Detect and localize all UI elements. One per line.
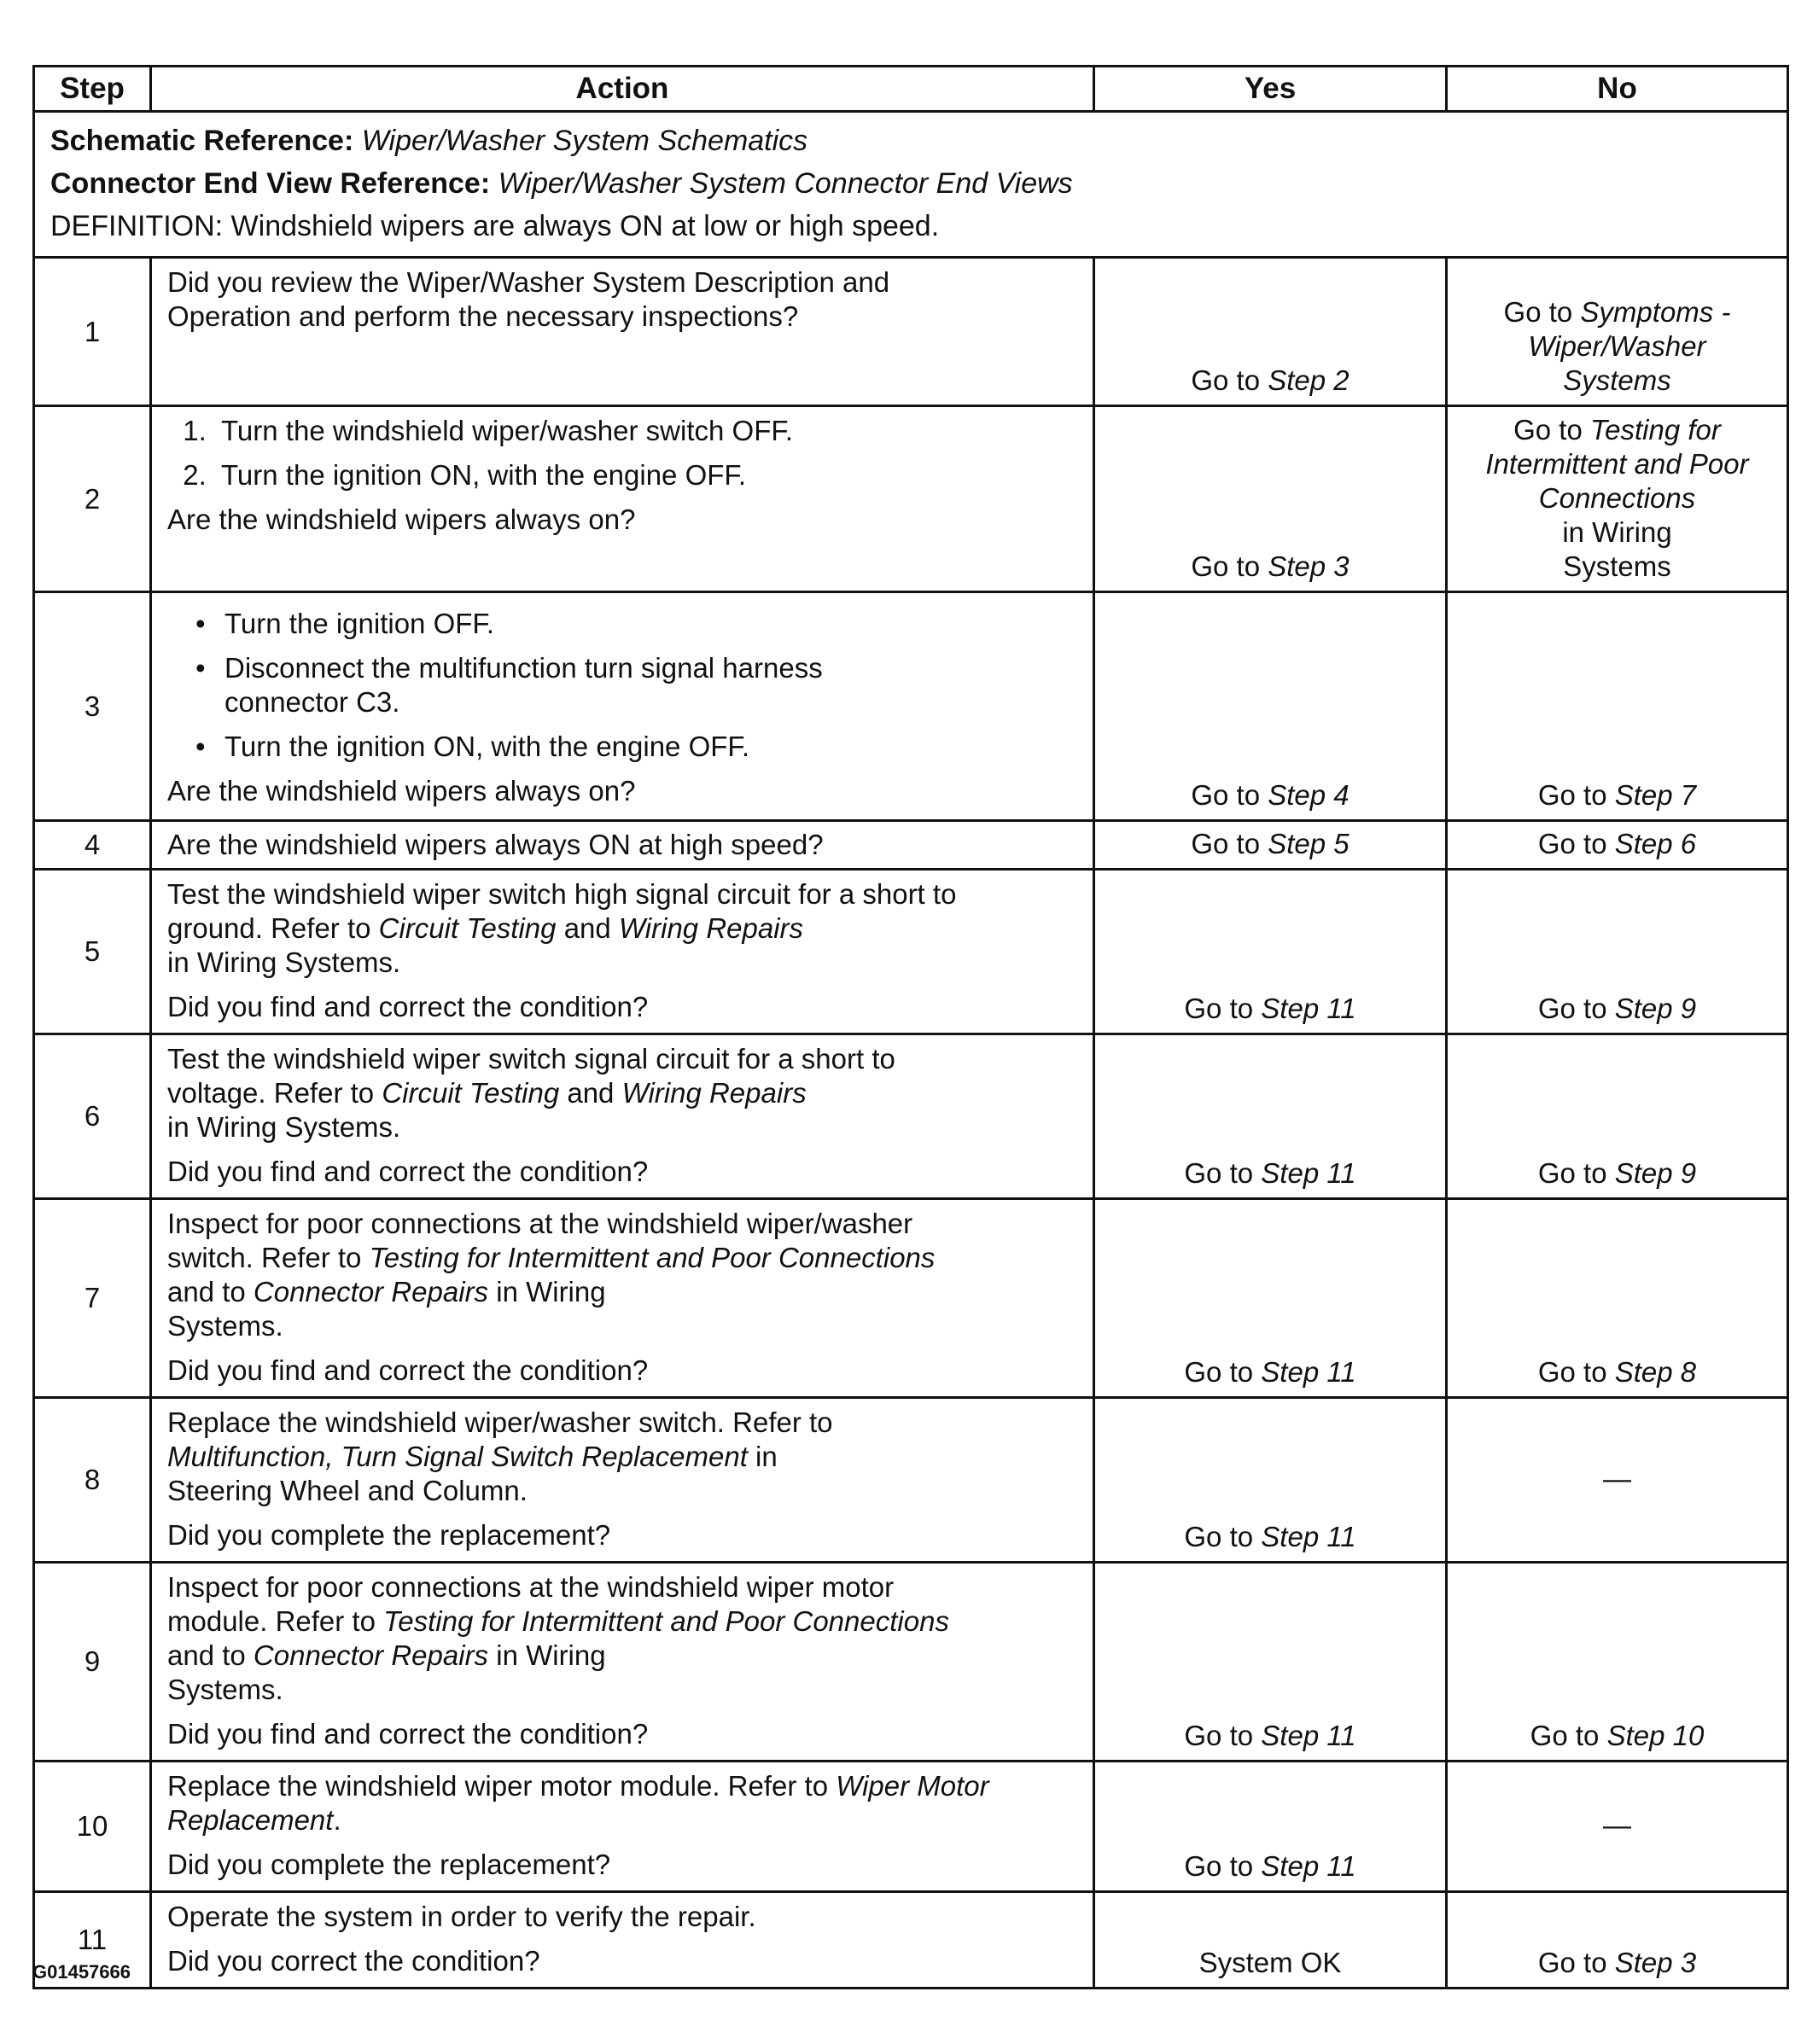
yes-cell [1094, 1199, 1447, 1398]
yes-prefix: Go to [1184, 1157, 1262, 1189]
yes-link[interactable]: Step 11 [1261, 1521, 1356, 1552]
action-text-part: voltage. Refer to [167, 1077, 382, 1109]
reference-link[interactable]: Testing for Intermittent and Poor Connections [383, 1605, 949, 1637]
header-action: Action [151, 67, 1094, 112]
no-link[interactable]: Step 8 [1614, 1356, 1697, 1388]
yes-cell [1094, 1034, 1447, 1199]
action-text [167, 1769, 1084, 1803]
yes-link[interactable]: Step 11 [1261, 1850, 1356, 1882]
action-question: Are the windshield wipers always on? [167, 775, 636, 807]
step-number: 7 [34, 1199, 151, 1398]
yes-cell [1094, 870, 1447, 1034]
yes-link[interactable]: Step 4 [1268, 779, 1350, 811]
no-cell [1447, 592, 1788, 821]
yes-prefix: Go to [1184, 1720, 1262, 1751]
yes-prefix: Go to [1191, 550, 1268, 582]
action-text [167, 1604, 1084, 1639]
list-item: 2. Turn the ignition ON, with the engine OFF. [214, 458, 1084, 492]
yes-prefix: Go to [1184, 1850, 1262, 1882]
no-cell [1447, 1199, 1788, 1398]
list-item-line: connector C3. [224, 686, 400, 718]
no-cell [1447, 1034, 1788, 1199]
reference-link[interactable]: Replacement [167, 1804, 334, 1836]
table-row [34, 592, 1788, 821]
yes-prefix: Go to [1184, 993, 1262, 1024]
action-question: Did you find and correct the condition? [167, 1156, 649, 1187]
no-link[interactable]: Connections [1538, 482, 1696, 514]
step-number: 10 [34, 1762, 151, 1892]
list-item: • Turn the ignition ON, with the engine OFF. [214, 730, 1084, 764]
action-question: Operation and perform the necessary inspections? [167, 300, 799, 332]
header-yes: Yes [1094, 67, 1447, 112]
connector-reference-label: Connector End View Reference: [50, 167, 491, 200]
action-text-part: . [333, 1804, 341, 1836]
action-text-part: in Wiring [488, 1276, 606, 1307]
reference-link[interactable]: Circuit Testing [378, 912, 557, 944]
no-link[interactable]: Systems [1563, 364, 1671, 396]
yes-link[interactable]: Step 3 [1268, 550, 1350, 582]
table-row [34, 258, 1788, 406]
reference-link[interactable]: Connector Repairs [253, 1276, 489, 1307]
no-link[interactable]: Step 6 [1614, 828, 1697, 859]
action-text-part: switch. Refer to [167, 1242, 370, 1273]
action-text-part: in Wiring [488, 1639, 606, 1671]
step-number: 11 [34, 1892, 151, 1989]
no-prefix: Go to [1513, 414, 1590, 445]
no-cell [1447, 1762, 1788, 1892]
table-row [34, 870, 1788, 1034]
reference-block [34, 112, 1788, 258]
step-number: 5 [34, 870, 151, 1034]
table-row [34, 1398, 1788, 1563]
step-number: 9 [34, 1563, 151, 1762]
no-cell [1447, 1398, 1788, 1563]
reference-link[interactable]: Wiring Repairs [618, 912, 804, 944]
action-text-part: Replace the windshield wiper motor module. Refer to [167, 1770, 837, 1802]
yes-cell [1094, 258, 1447, 406]
table-row [34, 1892, 1788, 1989]
yes-cell [1094, 821, 1447, 870]
table-row [34, 821, 1788, 870]
action-text [167, 1241, 1084, 1275]
no-prefix: Go to [1537, 779, 1615, 811]
action-question: Did you complete the replacement? [167, 1519, 611, 1551]
bullet-list [167, 607, 1084, 764]
action-text-part: and to [167, 1639, 254, 1671]
yes-link[interactable]: Step 11 [1261, 1356, 1356, 1388]
no-prefix: Go to [1537, 1947, 1615, 1978]
action-text-part: and [559, 1077, 622, 1109]
no-link[interactable]: Wiper/Washer [1528, 330, 1706, 362]
no-prefix: Go to [1537, 1356, 1615, 1388]
step-action [151, 1199, 1094, 1398]
step-action [151, 1762, 1094, 1892]
table-row [34, 406, 1788, 592]
action-text [167, 1275, 1084, 1309]
step-action [151, 1034, 1094, 1199]
no-dash: — [1603, 1809, 1631, 1841]
schematic-reference-label: Schematic Reference: [50, 125, 354, 157]
schematic-reference [50, 119, 1769, 162]
yes-cell [1094, 1762, 1447, 1892]
numbered-list [167, 414, 1084, 492]
action-text: in Wiring Systems. [167, 1111, 401, 1143]
no-prefix: Go to [1503, 296, 1581, 328]
no-prefix: Go to [1537, 993, 1615, 1024]
yes-text: System OK [1198, 1947, 1342, 1978]
list-item: 1. Turn the windshield wiper/washer switch OFF. [214, 414, 1084, 448]
figure-id: G01457666 [32, 1961, 131, 1983]
no-cell [1447, 1892, 1788, 1989]
table-row [34, 1034, 1788, 1199]
no-link[interactable]: Step 9 [1614, 1157, 1697, 1189]
diagnostic-table-container [32, 65, 1787, 1989]
action-text [167, 1803, 1084, 1837]
header-step: Step [34, 67, 151, 112]
no-cell [1447, 1563, 1788, 1762]
action-text: Did you review the Wiper/Washer System Description and [167, 266, 890, 298]
action-text: Operate the system in order to verify the repair. [167, 1901, 756, 1932]
action-question: Did you find and correct the condition? [167, 1354, 649, 1386]
reference-link[interactable]: Wiring Repairs [621, 1077, 807, 1109]
no-link[interactable]: Step 3 [1614, 1947, 1697, 1978]
step-action [151, 1563, 1094, 1762]
action-text: in Wiring Systems. [167, 946, 401, 978]
reference-link[interactable]: Connector Repairs [253, 1639, 489, 1671]
table-row [34, 1563, 1788, 1762]
yes-prefix: Go to [1191, 828, 1268, 859]
action-text: Test the windshield wiper switch signal circuit for a short to [167, 1043, 895, 1074]
action-question: Did you correct the condition? [167, 1945, 540, 1977]
action-question: Did you find and correct the condition? [167, 991, 649, 1022]
no-link[interactable]: Intermittent and Poor [1485, 448, 1749, 480]
step-action [151, 1398, 1094, 1563]
action-text-part: and to [167, 1276, 254, 1307]
yes-link[interactable]: Step 11 [1261, 1157, 1356, 1189]
action-question: Are the windshield wipers always ON at high speed? [167, 829, 824, 860]
yes-link[interactable]: Step 11 [1261, 1720, 1356, 1751]
action-question: Are the windshield wipers always on? [167, 504, 636, 535]
header-row [34, 67, 1788, 112]
table-row [34, 1762, 1788, 1892]
action-text: Replace the windshield wiper/washer switch. Refer to [167, 1406, 833, 1438]
reference-link[interactable]: Testing for Intermittent and Poor Connections [369, 1242, 936, 1273]
yes-cell [1094, 1398, 1447, 1563]
connector-reference [50, 162, 1769, 205]
step-number: 2 [34, 406, 151, 592]
no-cell [1447, 406, 1788, 592]
reference-link[interactable]: Multifunction, Turn Signal Switch Replacement [167, 1441, 748, 1472]
reference-link[interactable]: Circuit Testing [382, 1077, 560, 1109]
yes-cell [1094, 592, 1447, 821]
no-suffix: in Wiring [1562, 516, 1672, 548]
action-text: Inspect for poor connections at the windshield wiper/washer [167, 1208, 913, 1239]
yes-prefix: Go to [1184, 1521, 1262, 1552]
action-text-part: and [556, 912, 619, 944]
no-prefix: Go to [1530, 1720, 1607, 1751]
step-action [151, 406, 1094, 592]
schematic-reference-link[interactable]: Wiper/Washer System Schematics [361, 125, 808, 157]
yes-cell [1094, 1892, 1447, 1989]
no-link[interactable]: Step 9 [1614, 993, 1697, 1024]
reference-row [34, 112, 1788, 258]
action-text [167, 1639, 1084, 1673]
step-action [151, 258, 1094, 406]
definition-text: DEFINITION: Windshield wipers are always ON at low or high speed. [50, 210, 940, 242]
action-text [167, 911, 1084, 946]
no-suffix: Systems [1563, 550, 1671, 582]
action-question: Did you complete the replacement? [167, 1849, 611, 1880]
no-cell [1447, 870, 1788, 1034]
step-number: 1 [34, 258, 151, 406]
reference-link[interactable]: Wiper Motor [836, 1770, 989, 1802]
diagnostic-table [32, 65, 1789, 1989]
no-link[interactable]: Step 7 [1614, 779, 1697, 811]
list-item-line: • Disconnect the multifunction turn signal harness [224, 652, 823, 684]
action-question: Did you find and correct the condition? [167, 1718, 649, 1750]
no-link[interactable]: Symptoms - [1580, 296, 1731, 328]
step-number: 6 [34, 1034, 151, 1199]
yes-cell [1094, 406, 1447, 592]
action-text-part: module. Refer to [167, 1605, 384, 1637]
yes-link[interactable]: Step 2 [1268, 364, 1350, 396]
no-prefix: Go to [1537, 1157, 1615, 1189]
no-prefix: Go to [1537, 828, 1615, 859]
header-no: No [1447, 67, 1788, 112]
action-text: Systems. [167, 1310, 283, 1342]
step-action [151, 870, 1094, 1034]
yes-link[interactable]: Step 11 [1261, 993, 1356, 1024]
connector-reference-link[interactable]: Wiper/Washer System Connector End Views [498, 167, 1073, 200]
no-dash: — [1603, 1463, 1631, 1494]
list-item: • Turn the ignition OFF. [214, 607, 1084, 641]
step-action [151, 821, 1094, 870]
no-cell [1447, 821, 1788, 870]
action-text [167, 1440, 1084, 1474]
step-number: 3 [34, 592, 151, 821]
yes-prefix: Go to [1184, 1356, 1262, 1388]
action-text-part: ground. Refer to [167, 912, 379, 944]
no-link[interactable]: Testing for [1590, 414, 1721, 445]
step-number: 4 [34, 821, 151, 870]
table-row [34, 1199, 1788, 1398]
action-text: Steering Wheel and Column. [167, 1475, 528, 1506]
action-text: Inspect for poor connections at the windshield wiper motor [167, 1571, 895, 1603]
yes-prefix: Go to [1191, 779, 1268, 811]
action-text-part: in [747, 1441, 778, 1472]
list-item [214, 651, 1084, 719]
step-number: 8 [34, 1398, 151, 1563]
yes-prefix: Go to [1191, 364, 1268, 396]
yes-cell [1094, 1563, 1447, 1762]
yes-link[interactable]: Step 5 [1268, 828, 1350, 859]
no-link[interactable]: Step 10 [1606, 1720, 1705, 1751]
action-text [167, 1076, 1084, 1110]
action-text: Systems. [167, 1674, 283, 1705]
no-cell [1447, 258, 1788, 406]
step-action [151, 592, 1094, 821]
action-text: Test the windshield wiper switch high signal circuit for a short to [167, 878, 957, 910]
step-action [151, 1892, 1094, 1989]
